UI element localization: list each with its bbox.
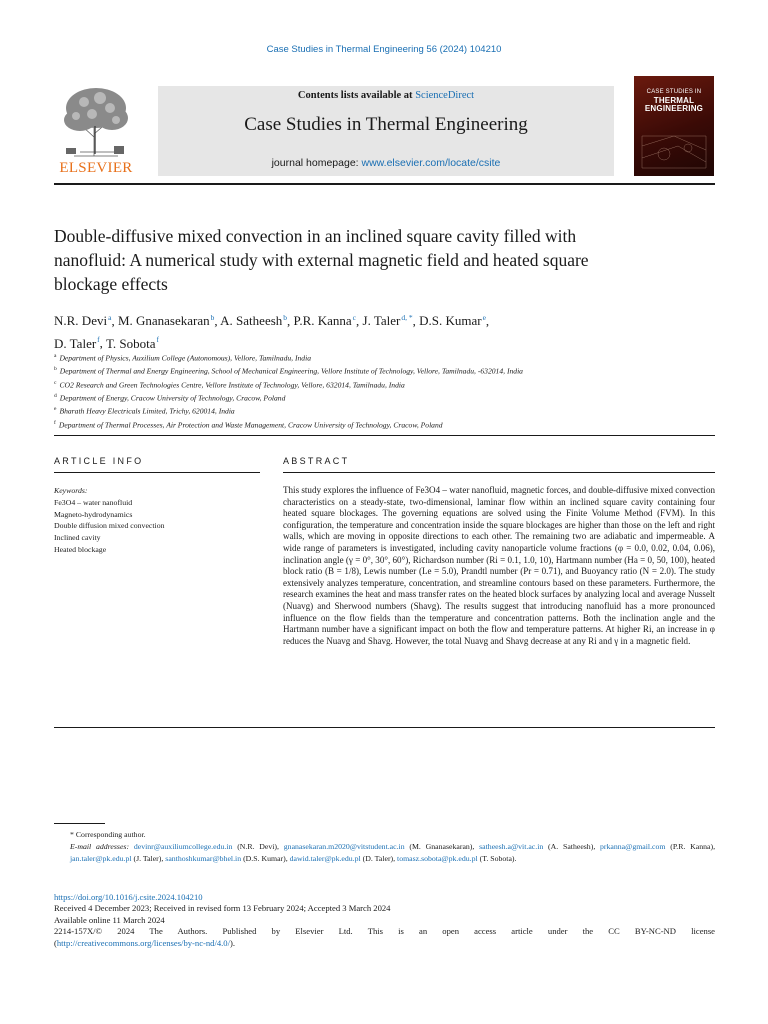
article-info-heading: ARTICLE INFO: [54, 456, 144, 466]
affiliation-list: [54, 351, 694, 431]
corresponding-author-note: * Corresponding author.: [70, 830, 146, 839]
affiliation: $^a$ Department of Physics, Auxilium College (Autonomous), Vellore, Tamilnadu, India: [54, 353, 312, 363]
keyword: Double diffusion mixed convection: [54, 521, 165, 531]
email-link[interactable]: santhoshkumar@bhel.in: [165, 854, 242, 863]
email-addresses: E-mail addresses: devinr@auxiliumcollege.edu.in (N.R. Devi), gnanasekaran.m2020@vitstudent.ac.in (M. Gnanasekaran), satheesh.a@vit.ac.in (A. Satheesh), prkanna@gmail.com (P.R. Kanna), jan.taler@pk.edu.pl (J. Taler), santhoshkumar@bhel.in (D.S. Kumar), dawid.taler@pk.edu.pl (D. Taler), tomasz.sobota@pk.edu.pl (T. Sobota).: [70, 842, 716, 863]
contents-line: [158, 90, 614, 101]
cover-title-line: THERMAL: [653, 95, 695, 105]
journal-reference[interactable]: Case Studies in Thermal Engineering 56 (2024) 104210: [266, 44, 502, 55]
license-close: ).: [229, 937, 235, 948]
available-online: Available online 11 March 2024: [54, 914, 165, 925]
email-link[interactable]: prkanna@gmail.com: [600, 842, 666, 851]
elsevier-wordmark: ELSEVIER: [59, 160, 133, 176]
keywords-label: Keywords:: [54, 486, 88, 495]
email-link[interactable]: dawid.taler@pk.edu.pl: [289, 854, 361, 863]
author[interactable]: N.R. Devi$^a$: [54, 313, 112, 329]
abstract-rule: [283, 472, 715, 473]
license-link[interactable]: http://creativecommons.org/licenses/by-nc-nd/4.0/: [56, 937, 230, 948]
keyword: Heated blockage: [54, 544, 107, 554]
keyword: Inclined cavity: [54, 533, 101, 543]
author[interactable]: M. Gnanasekaran$^b$: [117, 313, 215, 329]
email-owner: (M. Gnanasekaran): [409, 842, 473, 851]
cover-title-line: ENGINEERING: [644, 104, 704, 113]
keywords-block: [54, 485, 260, 556]
homepage-prefix: journal homepage:: [271, 157, 362, 169]
email-owner: (J. Taler): [133, 854, 162, 863]
sciencedirect-link[interactable]: ScienceDirect: [415, 90, 475, 101]
cover-title-line: CASE STUDIES IN: [646, 89, 702, 95]
footnotes: [54, 829, 715, 865]
doi-link[interactable]: https://doi.org/10.1016/j.csite.2024.104210: [54, 892, 203, 902]
affiliation: $^b$ Department of Thermal and Energy Engineering, School of Mechanical Engineering, Vellore Institute of Technology, Vellore, Tamilnadu, -632014, India: [54, 366, 523, 376]
email-link[interactable]: gnanasekaran.m2020@vitstudent.ac.in: [283, 842, 405, 851]
email-owner: (D.S. Kumar): [243, 854, 286, 863]
contents-prefix: Contents lists available at: [297, 90, 416, 101]
journal-cover-image[interactable]: [634, 76, 714, 176]
author[interactable]: P.R. Kanna$^c$: [293, 313, 357, 329]
email-link[interactable]: tomasz.sobota@pk.edu.pl: [397, 854, 478, 863]
publication-info: [54, 892, 715, 949]
email-owner: (T. Sobota).: [479, 854, 517, 863]
email-owner: (D. Taler): [362, 854, 394, 863]
journal-title: Case Studies in Thermal Engineering: [244, 114, 528, 135]
email-link[interactable]: jan.taler@pk.edu.pl: [70, 854, 132, 863]
author[interactable]: J. Taler$^{d, *}$: [362, 313, 413, 329]
email-link[interactable]: devinr@auxiliumcollege.edu.in: [133, 842, 233, 851]
keyword: Magneto-hydrodynamics: [54, 509, 133, 519]
masthead: [54, 82, 715, 180]
abstract-heading: ABSTRACT: [283, 456, 350, 466]
author[interactable]: D.S. Kumar$^e$: [419, 313, 486, 329]
affiliation: $^e$ Bharath Heavy Electricals Limited, Trichy, 620014, India: [54, 406, 235, 416]
footnote-rule: [54, 823, 105, 824]
email-owner: (P.R. Kanna): [670, 842, 714, 851]
header-divider: [54, 435, 715, 436]
author[interactable]: T. Sobota$^f$: [105, 335, 160, 351]
article-info-rule: [54, 472, 260, 473]
email-link[interactable]: satheesh.a@vit.ac.in: [479, 842, 544, 851]
article-title: Double-diffusive mixed convection in an inclined square cavity filled with nanofluid: A numerical study with external magnetic field and heated square blockage effects: [54, 226, 589, 294]
cover-decoration: [634, 76, 714, 176]
email-owner: (N.R. Devi): [237, 842, 278, 851]
author[interactable]: A. Satheesh$^b$: [220, 313, 288, 329]
license-statement: 2214-157X/© 2024 The Authors. Published by Elsevier Ltd. This is an open access article under the CC BY-NC-ND license: [54, 926, 715, 937]
abstract-text: This study explores the influence of Fe3O4 – water nanofluid, magnetic forces, and double-diffusive mixed convection characteristics on a steady-state, two-dimensional, laminar flow within an inclined square cavity containing four heated square blockages. The governing equations are solved using the Finite Volume Method (FVM). In this configuration, the temperature and concentration inside the square blockages are higher than those on the left and right walls, which are moving in opposite directions to each other. The remaining two are adiabatic and impermeable. A wide range of parameters is investigated, including cavity nanoparticle volume fractions (φ = 0.0, 0.02, 0.04, 0.06), inclination angle (γ = 0°, 30°, 60°), Richardson number (Ri = 0.1, 1.0, 10), Hartmann number (Ha = 0, 50, 100), heated block ratio (B = 1/8), Lewis number (Le = 5.0), Prandtl number (Pr = 0.71), and Buoyancy ratio (N = 2.0). The study extensively analyzes temperature, concentration, and streamline contours based on these parameters. Furthermore, the research examines the heat and mass transfer rates on the heated block surfaces by analyzing local and average Nusselt (Nuavg) and Sherwood numbers (Shavg). The results suggest that introducing nanofluid has a more pronounced influence on the flow fields than the temperature and concentration patterns. Both the inclination angle and the Hartmann number have a significant impact on both the flow and temperature patterns. At higher Ri, an increase in φ reduces the Nuavg and Shavg. However, the total Nuavg and Shavg decrease at any Ri and γ in a magnetic field.: [283, 485, 715, 646]
email-owner: (A. Satheesh): [548, 842, 594, 851]
affiliation: $^f$ Department of Thermal Processes, Air Protection and Waste Management, Cracow University of Technology, Cracow, Poland: [54, 419, 443, 430]
affiliation: $^c$ CO2 Research and Green Technologies Centre, Vellore Institute of Technology, Vellore, 632014, Tamilnadu, India: [54, 379, 405, 390]
masthead-banner: [158, 86, 614, 176]
affiliation: $^d$ Department of Energy, Cracow University of Technology, Cracow, Poland: [54, 392, 286, 403]
email-label: E-mail addresses:: [70, 842, 130, 851]
article-history: Received 4 December 2023; Received in revised form 13 February 2024; Accepted 3 March 2024: [54, 903, 391, 914]
journal-homepage-link[interactable]: www.elsevier.com/locate/csite: [361, 157, 501, 169]
abstract-bottom-rule: [54, 727, 715, 728]
masthead-rule: [54, 183, 715, 185]
homepage-line: [158, 157, 614, 169]
keyword: Fe3O4 – water nanofluid: [54, 497, 133, 507]
license-line: (http://creativecommons.org/licenses/by-nc-nd/4.0/).: [54, 937, 235, 948]
author[interactable]: D. Taler$^f$: [54, 335, 100, 351]
author-list: N.R. Devi$^a$, M. Gnanasekaran$^b$, A. Satheesh$^b$, P.R. Kanna$^c$, J. Taler$^{d, *}$, D.S. Kumar$^e$, D. Taler$^f$, T. Sobota$^f$: [54, 313, 490, 351]
